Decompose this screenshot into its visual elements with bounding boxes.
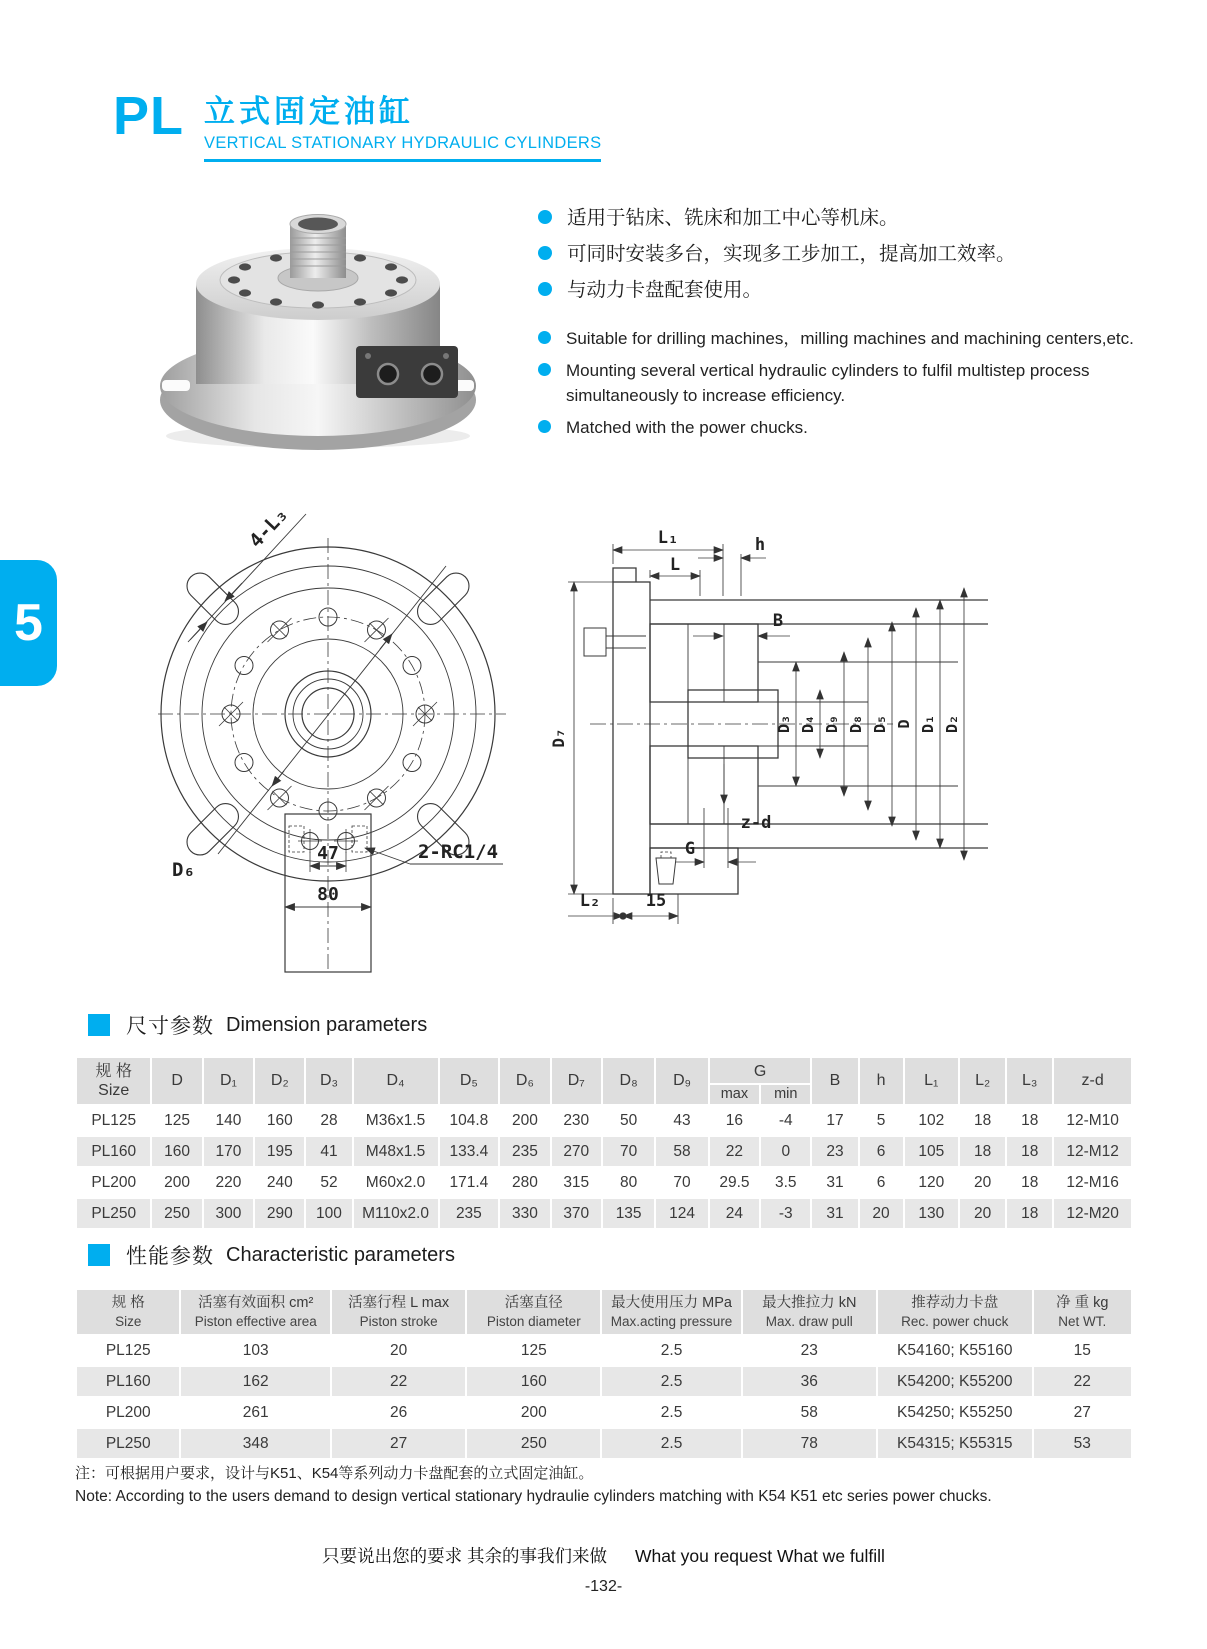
bullet-icon: [538, 331, 551, 344]
table-cell: 18: [1021, 1173, 1039, 1191]
dim-label: L₂: [579, 891, 601, 911]
table-cell: 78: [743, 1429, 876, 1458]
table-cell: PL160: [77, 1367, 179, 1396]
column-header: D₃: [306, 1058, 351, 1104]
table-cell: K54200; K55200: [878, 1367, 1032, 1396]
column-header: D₅: [440, 1058, 499, 1104]
note-en: Note: According to the users demand to design vertical stationary hydraulie cylinders matching with K54 K51 etc series power chucks.: [75, 1488, 992, 1505]
feature-text: 可同时安装多台，实现多工步加工，提高加工效率。: [567, 243, 1016, 265]
table-row: [77, 1367, 1131, 1396]
table-cell: 28: [320, 1111, 338, 1129]
table-cell: 23: [812, 1137, 857, 1166]
section-title-zh: 尺寸参数: [126, 1015, 214, 1038]
table-cell: 6: [860, 1137, 903, 1166]
dim-label: D₂: [943, 714, 961, 734]
bullet-icon: [538, 282, 552, 296]
column-header: 活塞直径 Piston diameter: [467, 1290, 600, 1334]
table-cell: K54160; K55160: [896, 1341, 1013, 1359]
table-row: [77, 1199, 1131, 1228]
table-cell: 12-M12: [1054, 1137, 1131, 1166]
table-cell: 240: [266, 1173, 293, 1191]
dimension-section-header: [88, 1010, 427, 1040]
table-cell: 103: [242, 1341, 269, 1359]
table-cell: 280: [511, 1173, 538, 1191]
bullet-icon: [538, 246, 552, 260]
feature-item: [538, 242, 1186, 266]
dim-label: 15: [645, 891, 667, 911]
table-cell: 70: [673, 1173, 691, 1191]
column-header: D₉: [656, 1058, 707, 1104]
table-cell: 16: [725, 1111, 744, 1129]
table-cell: 58: [656, 1137, 707, 1166]
table-row: [77, 1429, 1131, 1458]
feature-text: Mounting several vertical hydraulic cylinders to fulfil multistep process simultaneously to increase efficiency.: [566, 361, 1090, 405]
table-cell: 230: [563, 1111, 590, 1129]
table-row: [77, 1168, 1131, 1197]
table-cell: 80: [620, 1173, 638, 1191]
table-cell: 17: [826, 1111, 844, 1129]
table-cell: 235: [440, 1199, 499, 1228]
dim-label: D₈: [847, 714, 865, 734]
dim-label: z-d: [740, 813, 772, 833]
table-row: [77, 1106, 1131, 1135]
table-cell: 170: [204, 1137, 253, 1166]
dimension-table-wrap: [75, 1056, 1133, 1230]
table-cell: 2.5: [660, 1403, 683, 1421]
feature-list-zh: [538, 206, 1186, 302]
section-title-zh: 性能参数: [126, 1245, 214, 1268]
table-cell: 22: [332, 1367, 465, 1396]
table-cell: 36: [743, 1367, 876, 1396]
table-cell: 195: [255, 1137, 304, 1166]
table-cell: 18: [960, 1137, 1005, 1166]
table-cell: 5: [876, 1111, 886, 1129]
front-view-drawing: [158, 492, 590, 974]
table-cell: PL160: [77, 1137, 150, 1166]
table-cell: 2.5: [602, 1429, 740, 1458]
table-cell: 27: [1073, 1403, 1091, 1421]
table-cell: 200: [164, 1173, 191, 1191]
column-header: 活塞行程 L max Piston stroke: [332, 1290, 465, 1334]
column-header: D₂: [255, 1058, 304, 1104]
feature-item: [538, 278, 1186, 302]
table-cell: 29.5: [719, 1173, 750, 1191]
table-row: [77, 1336, 1131, 1365]
column-header: 最大推拉力 kN Max. draw pull: [743, 1290, 876, 1334]
table-cell: 12-M20: [1054, 1199, 1131, 1228]
dim-label: 4-L₃: [244, 503, 293, 553]
table-cell: 124: [656, 1199, 707, 1228]
feature-item: [538, 206, 1186, 230]
table-cell: 0: [761, 1137, 810, 1166]
table-cell: 370: [552, 1199, 601, 1228]
dim-label: D₅: [871, 714, 889, 734]
table-cell: M110x2.0: [354, 1199, 438, 1228]
table-cell: PL200: [105, 1403, 151, 1421]
table-cell: 18: [973, 1111, 992, 1129]
table-cell: 140: [215, 1111, 242, 1129]
column-header: 规 格 Size: [77, 1290, 179, 1334]
table-cell: 315: [563, 1173, 590, 1191]
column-header-g: G: [710, 1058, 811, 1083]
table-cell: 261: [242, 1403, 269, 1421]
table-cell: 6: [876, 1173, 886, 1191]
table-cell: 300: [204, 1199, 253, 1228]
table-cell: PL125: [105, 1341, 151, 1359]
bullet-icon: [538, 210, 552, 224]
dim-label: D₆: [172, 859, 195, 881]
table-cell: 290: [255, 1199, 304, 1228]
column-header: 活塞有效面积 cm² Piston effective area: [181, 1290, 330, 1334]
title-block: [204, 86, 601, 162]
table-cell: 135: [603, 1199, 654, 1228]
table-row: [77, 1398, 1131, 1427]
table-cell: 26: [389, 1403, 408, 1421]
chapter-tab: 5: [0, 560, 57, 686]
dim-label: 2-RC1/4: [417, 841, 499, 863]
column-header: h: [860, 1058, 903, 1104]
column-header: D₈: [603, 1058, 654, 1104]
table-cell: 70: [603, 1137, 654, 1166]
table-cell: -4: [778, 1111, 793, 1129]
feature-list-en: [538, 326, 1186, 440]
bullet-icon: [538, 363, 551, 376]
table-cell: 20: [389, 1341, 408, 1359]
column-header: z-d: [1054, 1058, 1131, 1104]
table-cell: 15: [1073, 1341, 1091, 1359]
table-cell: 125: [164, 1111, 191, 1129]
table-cell: 270: [552, 1137, 601, 1166]
table-cell: K54315; K55315: [878, 1429, 1032, 1458]
table-cell: 27: [332, 1429, 465, 1458]
table-cell: 220: [215, 1173, 242, 1191]
table-cell: 20: [960, 1199, 1005, 1228]
bullet-icon: [538, 420, 551, 433]
table-cell: 2.5: [660, 1341, 683, 1359]
page-number: -132-: [584, 1578, 623, 1595]
column-header: 最大使用压力 MPa Max.acting pressure: [602, 1290, 740, 1334]
table-cell: 22: [710, 1137, 759, 1166]
table-cell: 50: [620, 1111, 638, 1129]
column-header: 净 重 kg Net WT.: [1034, 1290, 1131, 1334]
table-cell: 52: [320, 1173, 338, 1191]
feature-item: [538, 358, 1186, 408]
table-cell: 105: [905, 1137, 959, 1166]
dim-label: D₄: [799, 714, 817, 734]
dim-label: D: [895, 719, 913, 729]
table-cell: 162: [181, 1367, 330, 1396]
valve-block: [356, 346, 458, 398]
dim-label: G: [684, 839, 696, 859]
table-cell: 41: [306, 1137, 351, 1166]
table-row: [77, 1137, 1131, 1166]
dim-label: B: [772, 611, 784, 631]
product-photo: [138, 196, 502, 462]
section-title-en: Characteristic parameters: [226, 1243, 455, 1266]
dim-label: D₇: [549, 728, 568, 748]
table-cell: -3: [761, 1199, 810, 1228]
tagline-en: What you request What we fulfill: [634, 1546, 885, 1566]
table-cell: 160: [152, 1137, 201, 1166]
table-cell: 58: [800, 1403, 818, 1421]
characteristic-section-header: [88, 1240, 455, 1270]
column-header: D₁: [204, 1058, 253, 1104]
dim-label: 47: [317, 843, 339, 864]
feature-text: Suitable for drilling machines，milling machines and machining centers,etc.: [566, 329, 1134, 348]
page-subtitle: VERTICAL STATIONARY HYDRAULIC CYLINDERS: [204, 134, 602, 152]
column-header: D: [152, 1058, 201, 1104]
characteristic-table: [75, 1288, 1133, 1460]
table-cell: 125: [520, 1341, 547, 1359]
dim-label: L: [669, 555, 681, 575]
table-cell: 20: [860, 1199, 903, 1228]
table-cell: 31: [826, 1173, 844, 1191]
table-cell: 22: [1034, 1367, 1131, 1396]
table-cell: 160: [467, 1367, 600, 1396]
table-cell: K54250; K55250: [896, 1403, 1013, 1421]
table-cell: 130: [905, 1199, 959, 1228]
feature-text: 与动力卡盘配套使用。: [567, 279, 763, 301]
table-cell: 235: [500, 1137, 549, 1166]
feature-text: Matched with the power chucks.: [566, 418, 808, 437]
table-cell: PL200: [91, 1173, 137, 1191]
table-cell: 43: [673, 1111, 691, 1129]
column-header: D₇: [552, 1058, 601, 1104]
table-cell: 12-M16: [1066, 1173, 1119, 1191]
dim-label: 80: [317, 884, 339, 905]
table-cell: 2.5: [602, 1367, 740, 1396]
column-header: 推荐动力卡盘 Rec. power chuck: [878, 1290, 1032, 1334]
column-header: L₂: [960, 1058, 1005, 1104]
section-view-drawing: [528, 512, 1000, 944]
feature-section: [538, 206, 1186, 447]
page-title: 立式固定油缸: [204, 94, 415, 129]
dim-label: D₉: [823, 714, 841, 734]
table-cell: 18: [1007, 1137, 1052, 1166]
dim-label: D₃: [775, 714, 793, 734]
table-cell: 348: [181, 1429, 330, 1458]
feature-text: 适用于钻床、铣床和加工中心等机床。: [567, 207, 899, 229]
dim-label: D₁: [919, 714, 937, 734]
table-cell: 104.8: [449, 1111, 489, 1129]
section-title-en: Dimension parameters: [226, 1013, 428, 1036]
section-marker-icon: [88, 1244, 110, 1266]
column-header: L₃: [1007, 1058, 1052, 1104]
table-cell: 12-M10: [1066, 1111, 1119, 1129]
column-header: B: [812, 1058, 857, 1104]
table-cell: 133.4: [440, 1137, 499, 1166]
table-cell: 3.5: [774, 1173, 797, 1191]
section-marker-icon: [88, 1014, 110, 1036]
table-cell: 160: [266, 1111, 293, 1129]
series-code: PL: [113, 86, 185, 146]
column-header-size: 规 格 Size: [77, 1058, 150, 1104]
table-cell: 171.4: [449, 1173, 489, 1191]
tagline-zh: 只要说出您的要求 其余的事我们来做: [322, 1546, 607, 1566]
table-cell: 18: [1021, 1111, 1039, 1129]
table-cell: M48x1.5: [354, 1137, 438, 1166]
feature-item: [538, 326, 1186, 351]
note-zh: 注：可根据用户要求，设计与K51、K54等系列动力卡盘配套的立式固定油缸。: [75, 1465, 594, 1482]
footer-tagline: [0, 1543, 1207, 1568]
table-cell: 53: [1034, 1429, 1131, 1458]
column-header: L₁: [905, 1058, 959, 1104]
characteristic-table-wrap: [75, 1288, 1133, 1460]
dimension-table: [75, 1056, 1133, 1230]
table-cell: 250: [467, 1429, 600, 1458]
table-cell: 24: [710, 1199, 759, 1228]
table-cell: M36x1.5: [365, 1111, 426, 1129]
column-header-gmin: min: [761, 1085, 810, 1104]
table-cell: PL250: [77, 1429, 179, 1458]
table-cell: 102: [918, 1111, 945, 1129]
table-cell: 100: [306, 1199, 351, 1228]
table-cell: 250: [152, 1199, 201, 1228]
column-header: D₄: [354, 1058, 438, 1104]
table-cell: M60x2.0: [365, 1173, 426, 1191]
table-cell: 200: [520, 1403, 547, 1421]
column-header-gmax: max: [710, 1085, 759, 1104]
table-cell: 31: [812, 1199, 857, 1228]
page-header: [113, 86, 601, 162]
table-cell: 23: [800, 1341, 818, 1359]
column-header: D₆: [500, 1058, 549, 1104]
dim-label: h: [754, 535, 766, 555]
table-cell: 18: [1007, 1199, 1052, 1228]
table-cell: PL125: [91, 1111, 137, 1129]
table-cell: 20: [973, 1173, 992, 1191]
feature-item: [538, 415, 1186, 440]
table-cell: PL250: [77, 1199, 150, 1228]
table-cell: 200: [511, 1111, 538, 1129]
table-cell: 330: [500, 1199, 549, 1228]
dim-label: L₁: [657, 528, 679, 548]
table-cell: 120: [918, 1173, 945, 1191]
